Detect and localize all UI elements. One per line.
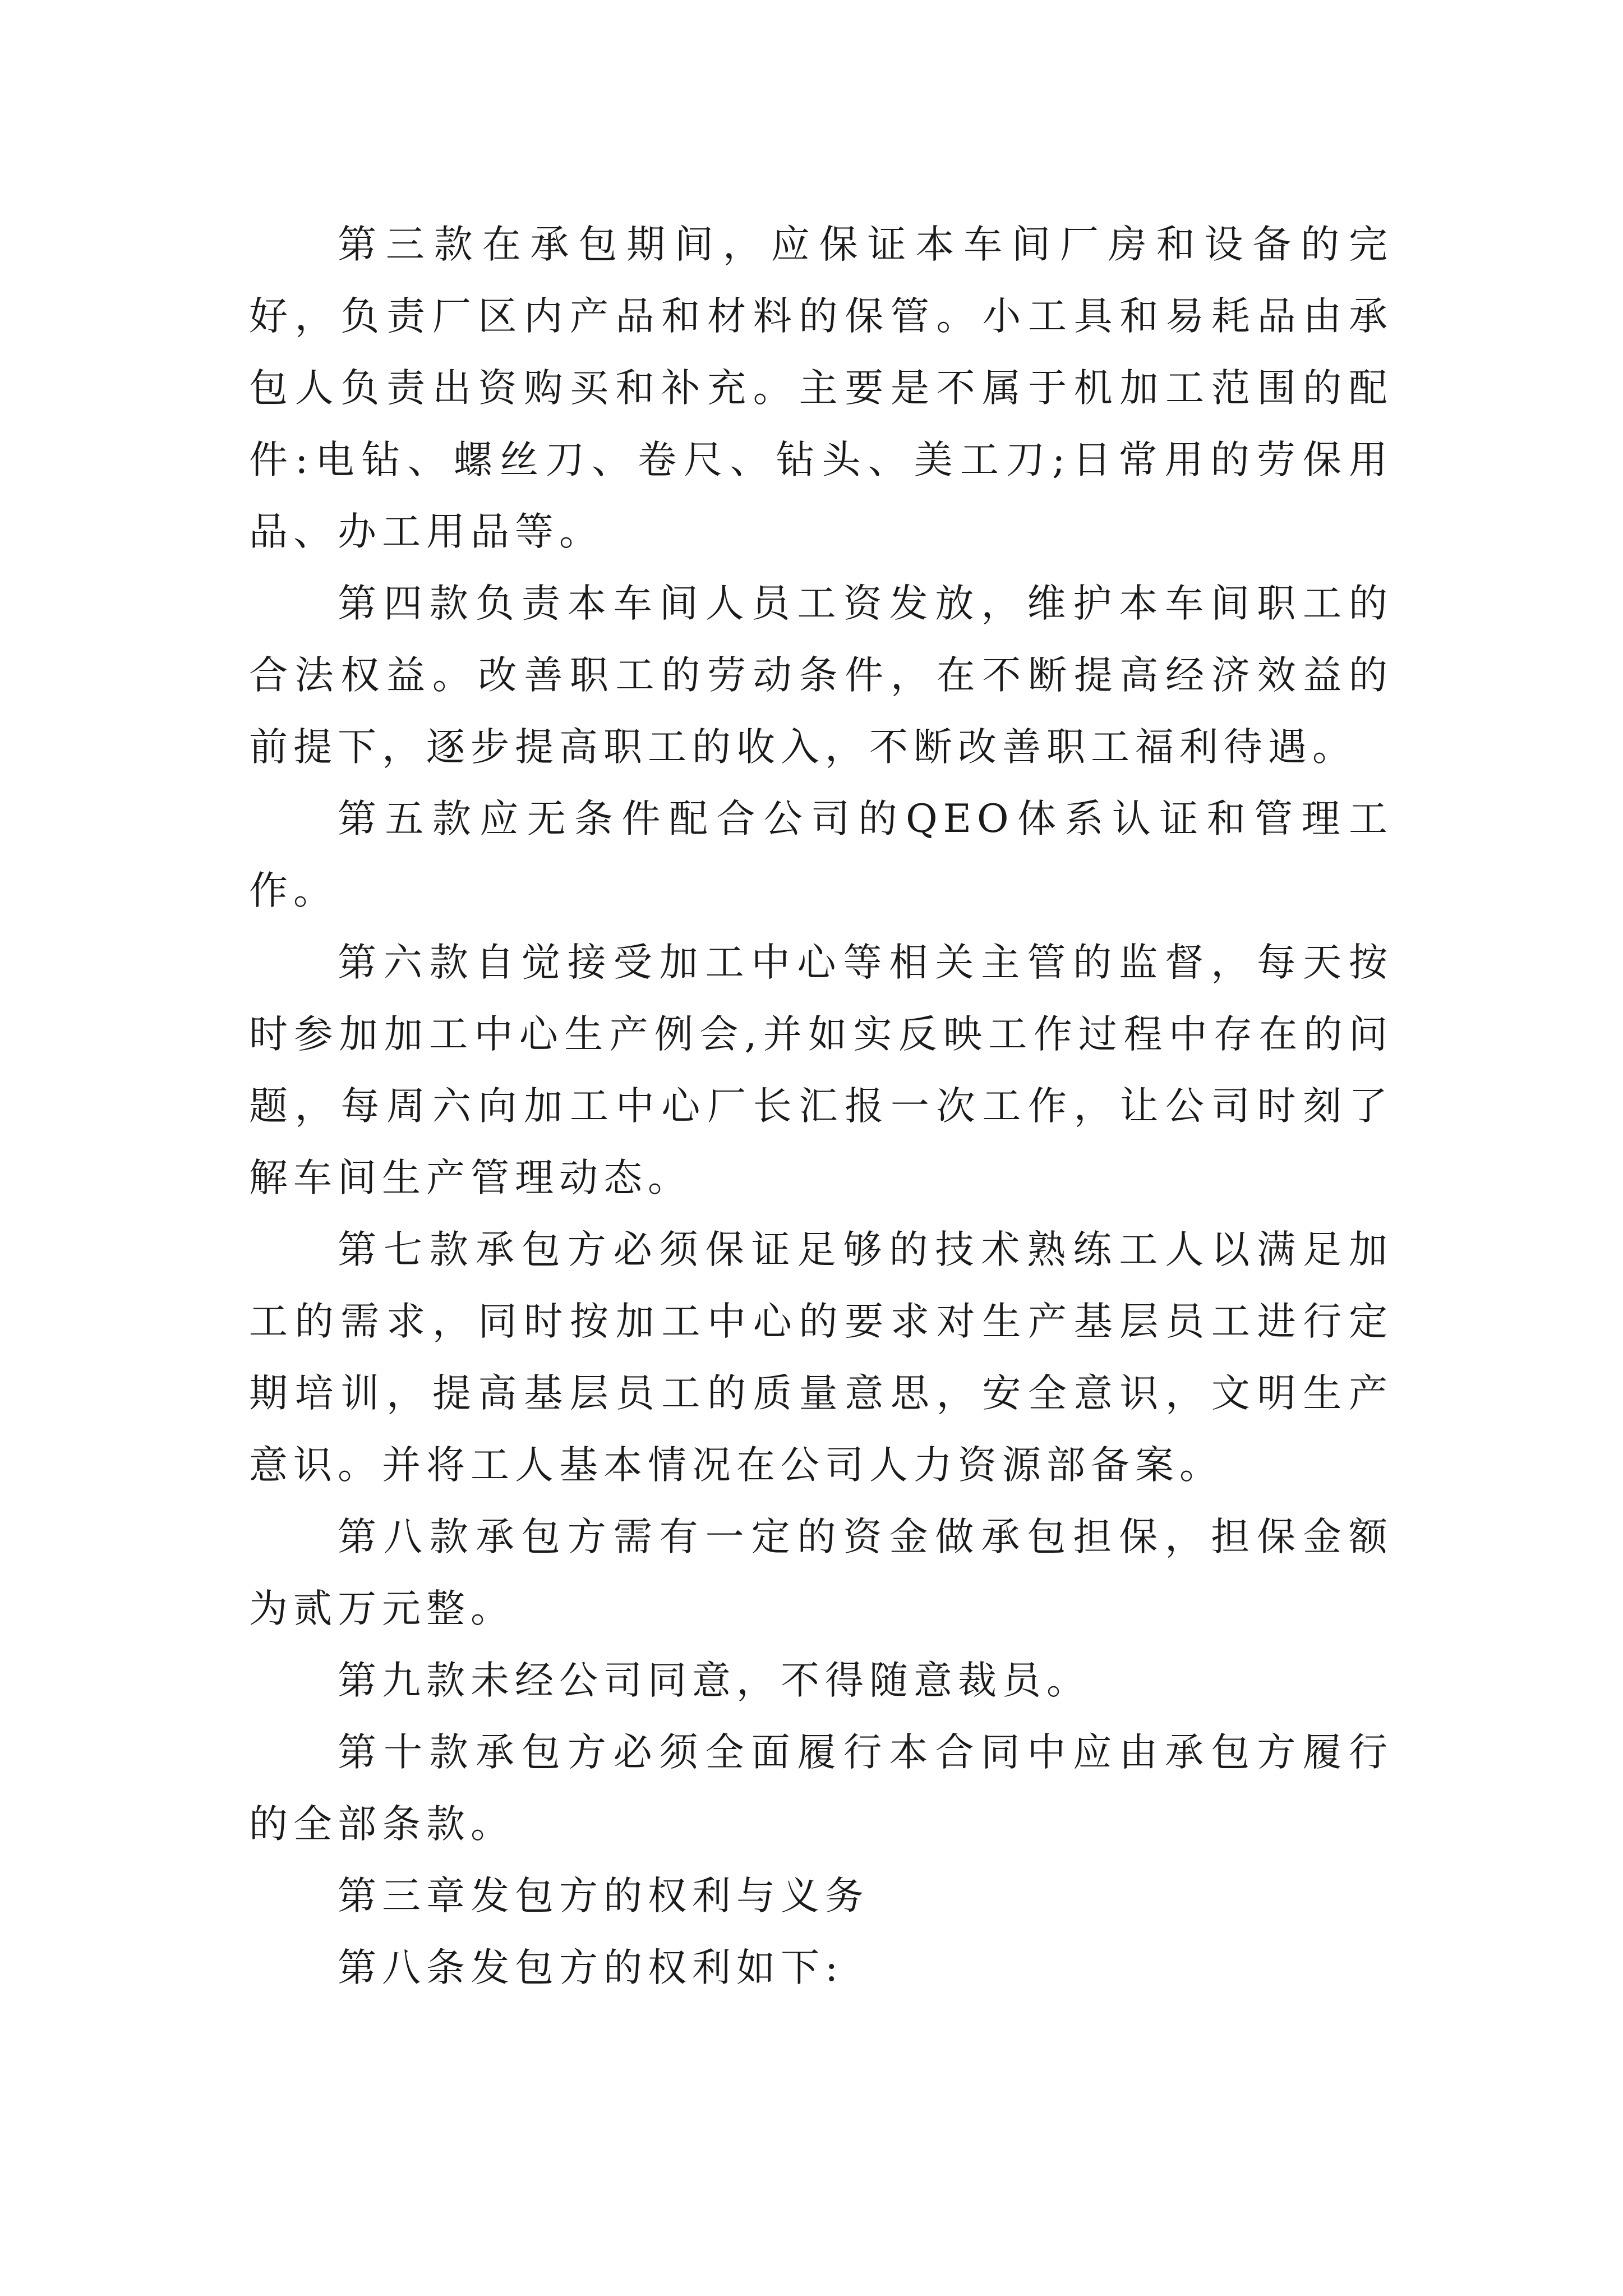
chapter-heading: 第三章发包方的权利与义务 bbox=[338, 1874, 869, 1918]
document-body bbox=[249, 209, 1393, 2004]
article-heading: 第八条发包方的权利如下: bbox=[338, 1945, 844, 1990]
paragraph-clause-3: 第三款在承包期间，应保证本车间厂房和设备的完好，负责厂区内产品和材料的保管。小工具和易耗品由承包人负责出资购买和补充。主要是不属于机加工范围的配件:电钻、螺丝刀、卷尺、钻头、美工刀;日常用的劳保用品、办工用品等。 bbox=[249, 222, 1393, 554]
paragraph-clause-10: 第十款承包方必须全面履行本合同中应由承包方履行的全部条款。 bbox=[249, 1730, 1393, 1847]
paragraph-clause-6: 第六款自觉接受加工中心等相关主管的监督，每天按时参加加工中心生产例会,并如实反映工作过程中存在的问题，每周六向加工中心厂长汇报一次工作，让公司时刻了解车间生产管理动态。 bbox=[249, 940, 1393, 1200]
paragraph-clause-4: 第四款负责本车间人员工资发放，维护本车间职工的合法权益。改善职工的劳动条件，在不断提高经济效益的前提下，逐步提高职工的收入，不断改善职工福利待遇。 bbox=[249, 581, 1393, 770]
paragraph-clause-7: 第七款承包方必须保证足够的技术熟练工人以满足加工的需求，同时按加工中心的要求对生产基层员工进行定期培训，提高基层员工的质量意思，安全意识，文明生产意识。并将工人基本情况在公司人力资源部备案。 bbox=[249, 1227, 1393, 1488]
paragraph-clause-5: 第五款应无条件配合公司的QEO体系认证和管理工作。 bbox=[249, 797, 1393, 913]
paragraph-clause-9: 第九款未经公司同意，不得随意裁员。 bbox=[338, 1658, 1091, 1703]
paragraph-clause-8: 第八款承包方需有一定的资金做承包担保，担保金额为贰万元整。 bbox=[249, 1515, 1393, 1631]
